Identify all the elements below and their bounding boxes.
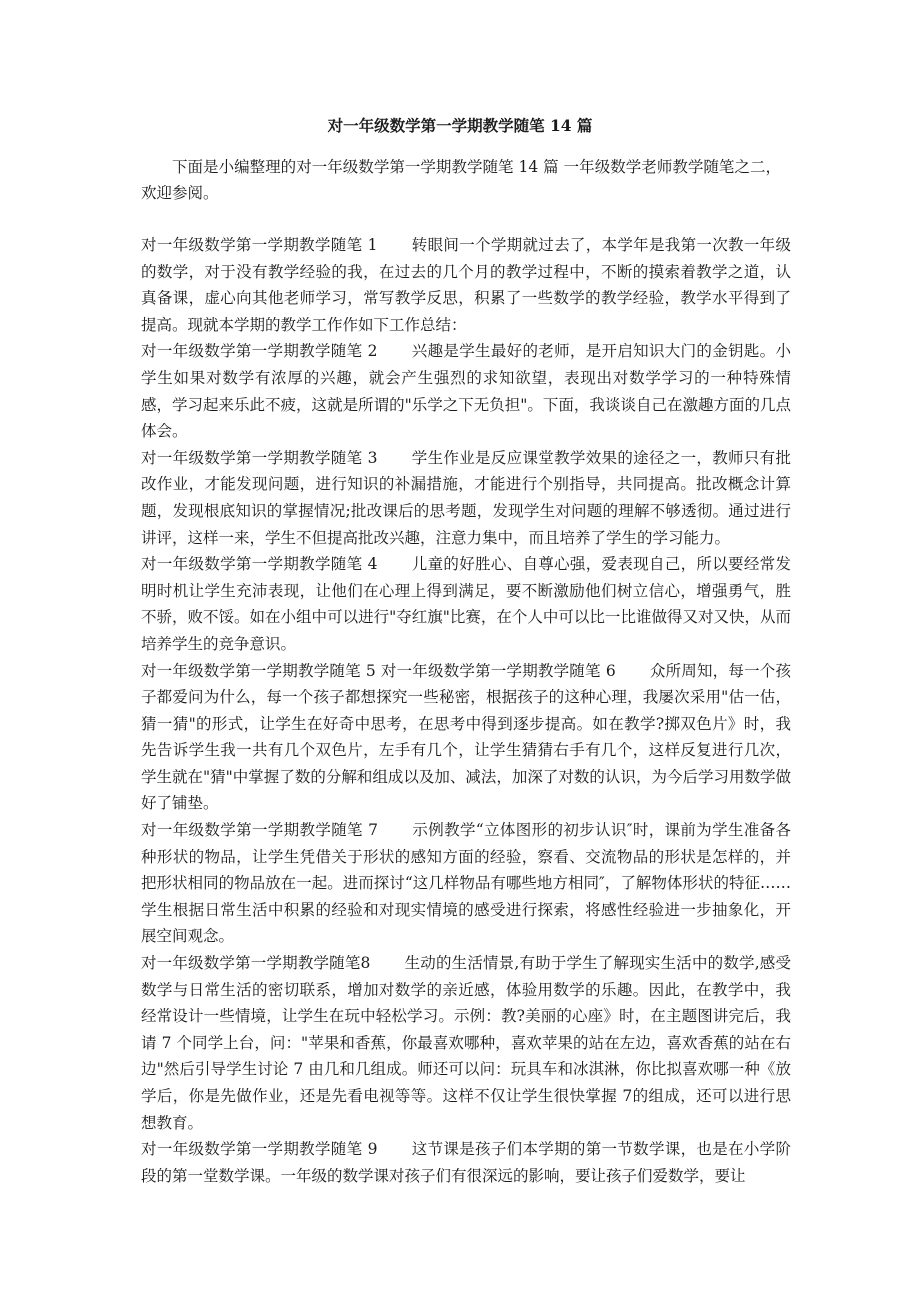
essay-heading-1: 对一年级数学第一学期教学随笔 1 [141, 236, 378, 254]
essay-paragraph-5-6 [141, 658, 791, 818]
essay-text-7: 示例教学“立体图形的初步认识″时，课前为学生准备各种形状的物品，让学生凭借关于形状的感知方面的经验，察看、交流物品的形状是怎样的，并把形状相同的物品放在一起。进而探讨“这几样物品有哪些地方相同″，了解物体形状的特征……学生根据日常生活中积累的经验和对现实情境的感受进行探索，将感性经验进一步抽象化，开展空间观念。 [141, 821, 792, 946]
essay-text-1: 转眼间一个学期就过去了，本学年是我第一次教一年级的数学，对于没有教学经验的我，在过去的几个月的教学过程中，不断的摸索着教学之道，认真备课，虚心向其他老师学习，常写教学反思，积累了一些数学的教学经验，教学水平得到了提高。现就本学期的教学工作作如下工作总结： [141, 236, 791, 334]
essay-paragraph-3 [141, 445, 791, 551]
essay-heading-3: 对一年级数学第一学期教学随笔 3 [141, 448, 378, 467]
document-body [141, 232, 791, 1189]
essay-paragraph-9 [141, 1136, 791, 1189]
essay-paragraph-1 [141, 232, 791, 338]
essay-text-5-6: 众所周知，每一个孩子都爱问为什么，每一个孩子都想探究一些秘密，根据孩子的这种心理，我屡次采用"估一估，猜一猜"的形式，让学生在好奇中思考，在思考中得到逐步提高。如在教学?掷双色片》时，我先告诉学生我一共有几个双色片，左手有几个，让学生猜猜右手有几个，这样反复进行几次，学生就在"猜"中掌握了数的分解和组成以及加、减法，加深了对数的认识，为今后学习用数学做好了铺垫。 [141, 661, 791, 813]
essay-heading-2: 对一年级数学第一学期教学随笔 2 [141, 342, 378, 361]
essay-text-8: 生动的生活情景,有助于学生了解现实生活中的数学,感受数学与日常生活的密切联系，增加对数学的亲近感，体验用数学的乐趣。因此，在教学中，我经常设计一些情境，让学生在玩中轻松学习。示例：教?美丽的心座》时，在主题图讲完后，我请 7 个同学上台，问："苹果和香蕉，你最喜欢哪种，喜欢苹果的站在左边，喜欢香蕉的站在右边"然后引导学生讨论 7 由几和几组成。师还可以问：玩具车和冰淇淋，你比拟喜欢哪一种《放学后，你是先做作业，还是先看电视等等。这样不仅让学生很快掌握 7的组成，还可以进行思想教育。 [141, 954, 791, 1132]
essay-text-2: 兴趣是学生最好的老师，是开启知识大门的金钥匙。小学生如果对数学有浓厚的兴趣，就会产生强烈的求知欲望，表现出对数学学习的一种特殊情感，学习起来乐此不疲，这就是所谓的"乐学之下无负担"。下面，我谈谈自己在激趣方面的几点体会。 [141, 342, 791, 441]
essay-text-3: 学生作业是反应课堂教学效果的途径之一，教师只有批改作业，才能发现问题，进行知识的补漏措施，才能进行个别指导，共同提高。批改概念计算题，发现根底知识的掌握情况;批改课后的思考题，发现学生对问题的理解不够透彻。通过进行讲评，这样一来，学生不但提高批改兴趣，注意力集中，而且培养了学生的学习能力。 [141, 448, 791, 547]
essay-paragraph-2 [141, 338, 791, 444]
essay-paragraph-8 [141, 950, 791, 1136]
essay-heading-5-6: 对一年级数学第一学期教学随笔 5 对一年级数学第一学期教学随笔 6 [141, 661, 616, 680]
essay-text-4: 儿童的好胜心、自尊心强，爱表现自己，所以要经常发明时机让学生充沛表现，让他们在心理上得到满足，要不断激励他们树立信心，增强勇气，胜不骄，败不馁。如在小组中可以进行"夺红旗"比赛，在个人中可以比一比谁做得又对又快，从而培养学生的竞争意识。 [141, 555, 791, 653]
essay-heading-7: 对一年级数学第一学期教学随笔 7 [141, 821, 379, 840]
essay-heading-9: 对一年级数学第一学期教学随笔 9 [141, 1140, 378, 1159]
essay-heading-4: 对一年级数学第一学期教学随笔 4 [141, 555, 378, 574]
essay-text-9: 这节课是孩子们本学期的第一节数学课，也是在小学阶段的第一堂数学课。一年级的数学课对孩子们有很深远的影响，要让孩子们爱数学，要让 [141, 1140, 791, 1185]
essay-paragraph-4 [141, 551, 791, 657]
document-title: 对一年级数学第一学期教学随笔 14 篇 [327, 116, 593, 135]
essay-heading-8: 对一年级数学第一学期教学随笔8 [141, 954, 371, 973]
essay-paragraph-7 [141, 817, 791, 950]
intro-paragraph: 下面是小编整理的对一年级数学第一学期教学随笔 14 篇 一年级数学老师教学随笔之二，欢迎参阅。 [141, 158, 781, 202]
